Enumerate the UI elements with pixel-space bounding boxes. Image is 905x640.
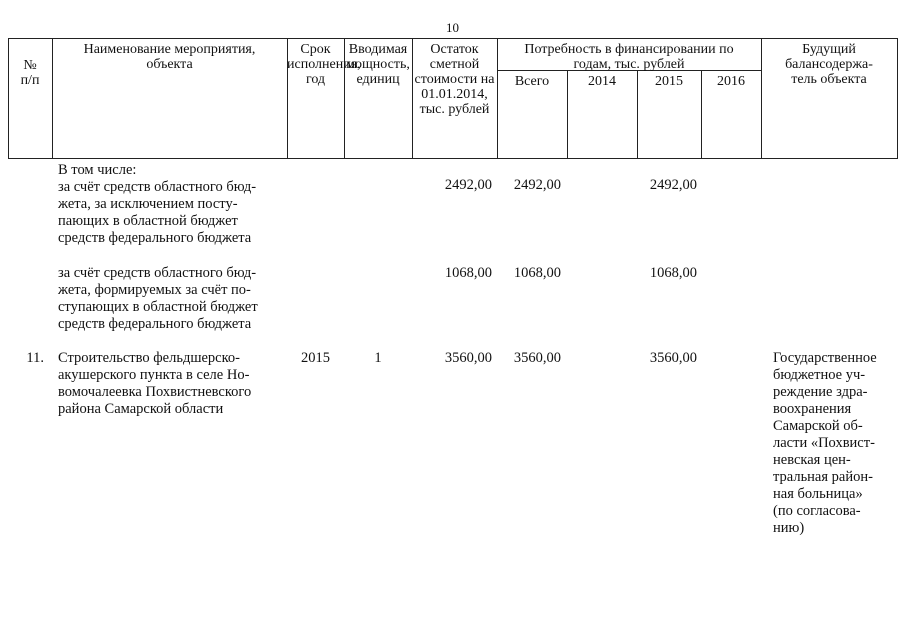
row-name-line: Строительство фельдшерско- xyxy=(58,350,241,366)
header-holder xyxy=(761,42,897,87)
row-holder-line: нию) xyxy=(773,520,805,536)
header-need-line: годам, тыс. рублей xyxy=(573,57,685,72)
header-term xyxy=(287,42,361,87)
row-2015: 3560,00 xyxy=(649,350,697,366)
row-name-line: средств федерального бюджета xyxy=(58,316,252,332)
row-remaining: 1068,00 xyxy=(444,265,492,281)
row-holder xyxy=(773,350,891,537)
header-2015: 2015 xyxy=(655,74,683,89)
header-holder-line: тель объекта xyxy=(791,72,867,87)
page-number: 10 xyxy=(446,20,459,35)
row-holder-line: невская цен- xyxy=(773,452,851,468)
row-total: 2492,00 xyxy=(513,177,561,193)
row-name-line: В том числе: xyxy=(58,162,137,178)
header-num xyxy=(8,58,52,88)
row-2015: 2492,00 xyxy=(649,177,697,193)
row-name-line: за счёт средств областного бюд- xyxy=(58,179,257,195)
header-total: Всего xyxy=(514,74,550,89)
row-name-line: пающих в областной бюджет xyxy=(58,213,238,229)
row-name-line: ступающих в областной бюджет xyxy=(58,299,258,315)
header-capacity xyxy=(344,42,412,87)
row-holder-line: тральная район- xyxy=(773,469,873,485)
row-name-line: жета, формируемых за счёт по- xyxy=(58,282,251,298)
row-name-line: района Самарской области xyxy=(58,401,224,417)
header-remaining-line: Остаток xyxy=(430,42,479,57)
row-total: 1068,00 xyxy=(513,265,561,281)
header-num-line: п/п xyxy=(20,73,40,88)
header-need-line: Потребность в финансировании по xyxy=(524,42,734,57)
header-remaining-line: 01.01.2014, xyxy=(421,87,488,102)
header-need-group xyxy=(497,42,761,72)
row-holder-line: бюджетное уч- xyxy=(773,367,866,383)
row-holder-line: воохранения xyxy=(773,401,852,417)
header-name xyxy=(52,42,287,72)
header-term-line: исполнения, xyxy=(287,57,361,72)
header-capacity-line: Вводимая xyxy=(348,42,408,57)
row-name-line: акушерского пункта в селе Но- xyxy=(58,367,250,383)
row-total: 3560,00 xyxy=(513,350,561,366)
row-name-line: жета, за исключением посту- xyxy=(58,196,238,212)
row-name-line: за счёт средств областного бюд- xyxy=(58,265,257,281)
header-2016: 2016 xyxy=(717,74,745,89)
header-2014: 2014 xyxy=(588,74,616,89)
header-remaining xyxy=(412,42,497,117)
row-holder-line: ная больница» xyxy=(773,486,863,502)
row-remaining: 3560,00 xyxy=(444,350,492,366)
row-name xyxy=(58,265,284,333)
row-capacity: 1 xyxy=(374,350,382,366)
row-name-line: вомочалеевка Похвистневского xyxy=(58,384,252,400)
header-holder-line: Будущий xyxy=(802,42,856,57)
row-num: 11. xyxy=(26,350,44,366)
row-holder-line: реждение здра- xyxy=(773,384,868,400)
row-2015: 1068,00 xyxy=(649,265,697,281)
row-holder-line: (по согласова- xyxy=(773,503,861,519)
row-holder-line: ласти «Похвист- xyxy=(773,435,875,451)
row-name-line: средств федерального бюджета xyxy=(58,230,252,246)
header-term-line: Срок xyxy=(300,42,331,57)
header-capacity-line: мощность, xyxy=(346,57,410,72)
header-remaining-line: сметной xyxy=(429,57,480,72)
header-name-line: Наименование мероприятия, xyxy=(83,42,256,57)
header-remaining-line: стоимости на xyxy=(414,72,495,87)
header-num-line: № xyxy=(23,58,37,73)
header-capacity-line: единиц xyxy=(356,72,400,87)
row-name xyxy=(58,162,284,247)
row-holder-line: Самарской об- xyxy=(773,418,863,434)
row-remaining: 2492,00 xyxy=(444,177,492,193)
row-holder-line: Государственное xyxy=(773,350,877,366)
header-term-line: год xyxy=(305,72,326,87)
header-remaining-line: тыс. рублей xyxy=(419,102,490,117)
row-name xyxy=(58,350,284,418)
header-name-line: объекта xyxy=(146,57,193,72)
header-holder-line: балансодержа- xyxy=(785,57,873,72)
row-term: 2015 xyxy=(301,350,330,366)
